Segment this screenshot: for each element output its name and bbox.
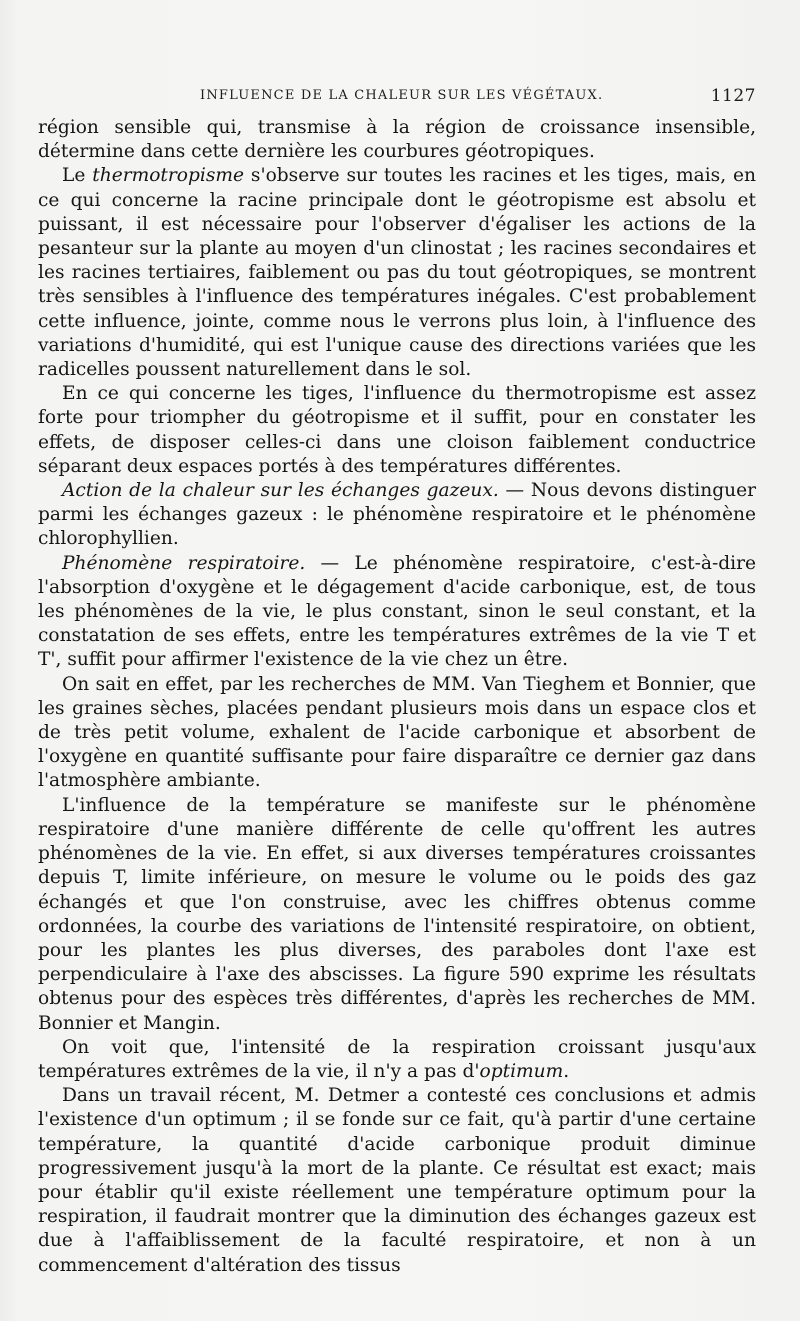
paragraph: Action de la chaleur sur les échanges gazeux. — Nous devons distinguer parmi les échanges gazeux : le phénomène respiratoire et le phénomène chlorophyllien. xyxy=(38,480,756,550)
paragraph: Le thermotropisme s'observe sur toutes les racines et les tiges, mais, en ce qui concerne la racine principale dont le géotropisme est absolu et puissant, il est nécessaire pour l'observer d'égaliser les actions de la pesanteur sur la plante au moyen d'un clinostat ; les racines secondaires et les racines tertiaires, faiblement ou pas du tout géotropiques, se montrent très sensibles à l'influence des températures inégales. C'est probablement cette influence, jointe, comme nous le verrons plus loin, à l'influence des variations d'humidité, qui est l'unique cause des directions variées que les radicelles poussent naturellement dans le sol. xyxy=(38,165,756,381)
running-head: INFLUENCE DE LA CHALEUR SUR LES VÉGÉTAUX. xyxy=(200,88,604,103)
body-text xyxy=(38,116,756,1278)
paragraph: En ce qui concerne les tiges, l'influence du thermotropisme est assez forte pour triompher du géotropisme et il suffit, pour en constater les effets, de disposer celles-ci dans une cloison faiblement conductrice séparant deux espaces portés à des températures différentes. xyxy=(38,383,756,477)
paragraph: région sensible qui, transmise à la région de croissance insensible, détermine dans cette dernière les courbures géotropiques. xyxy=(38,117,756,163)
page-header xyxy=(38,86,756,110)
paragraph: L'influence de la température se manifeste sur le phénomène respiratoire d'une manière différente de celle qu'offrent les autres phénomènes de la vie. En effet, si aux diverses températures croissantes depuis T, limite inférieure, on mesure le volume ou le poids des gaz échangés et que l'on construise, avec les chiffres obtenus comme ordonnées, la courbe des variations de l'intensité respiratoire, on obtient, pour les plantes les plus diverses, des paraboles dont l'axe est perpendiculaire à l'axe des abscisses. La figure 590 exprime les résultats obtenus pour des espèces très différentes, d'après les recherches de MM. Bonnier et Mangin. xyxy=(38,794,756,1034)
paragraph: On sait en effet, par les recherches de MM. Van Tieghem et Bonnier, que les graines sèches, placées pendant plusieurs mois dans un espace clos et de très petit volume, exhalent de l'acide carbonique et absorbent de l'oxygène en quantité suffisante pour faire disparaître ce dernier gaz dans l'atmosphère ambiante. xyxy=(38,673,756,792)
text-block xyxy=(38,86,756,1278)
paragraph: Phénomène respiratoire. — Le phénomène respiratoire, c'est-à-dire l'absorption d'oxygène et le dégagement d'acide carbonique, est, de tous les phénomènes de la vie, le plus constant, sinon le seul constant, et la constatation de ses effets, entre les températures extrêmes de la vie T et T', suffit pour affirmer l'existence de la vie chez un être. xyxy=(38,552,756,671)
paragraph: Dans un travail récent, M. Detmer a contesté ces conclusions et admis l'existence d'un optimum ; il se fonde sur ce fait, qu'à partir d'une certaine température, la quantité d'acide carbonique produit diminue progressivement jusqu'à la mort de la plante. Ce résultat est exact; mais pour établir qu'il existe réellement une température optimum pour la respiration, il faudrait montrer que la diminution des échanges gazeux est due à l'affaiblissement de la faculté respiratoire, et non à un commencement d'altération des tissus xyxy=(38,1085,756,1276)
paragraph: On voit que, l'intensité de la respiration croissant jusqu'aux températures extrêmes de la vie, il n'y a pas d'optimum. xyxy=(38,1036,756,1082)
page-number: 1127 xyxy=(710,86,756,106)
